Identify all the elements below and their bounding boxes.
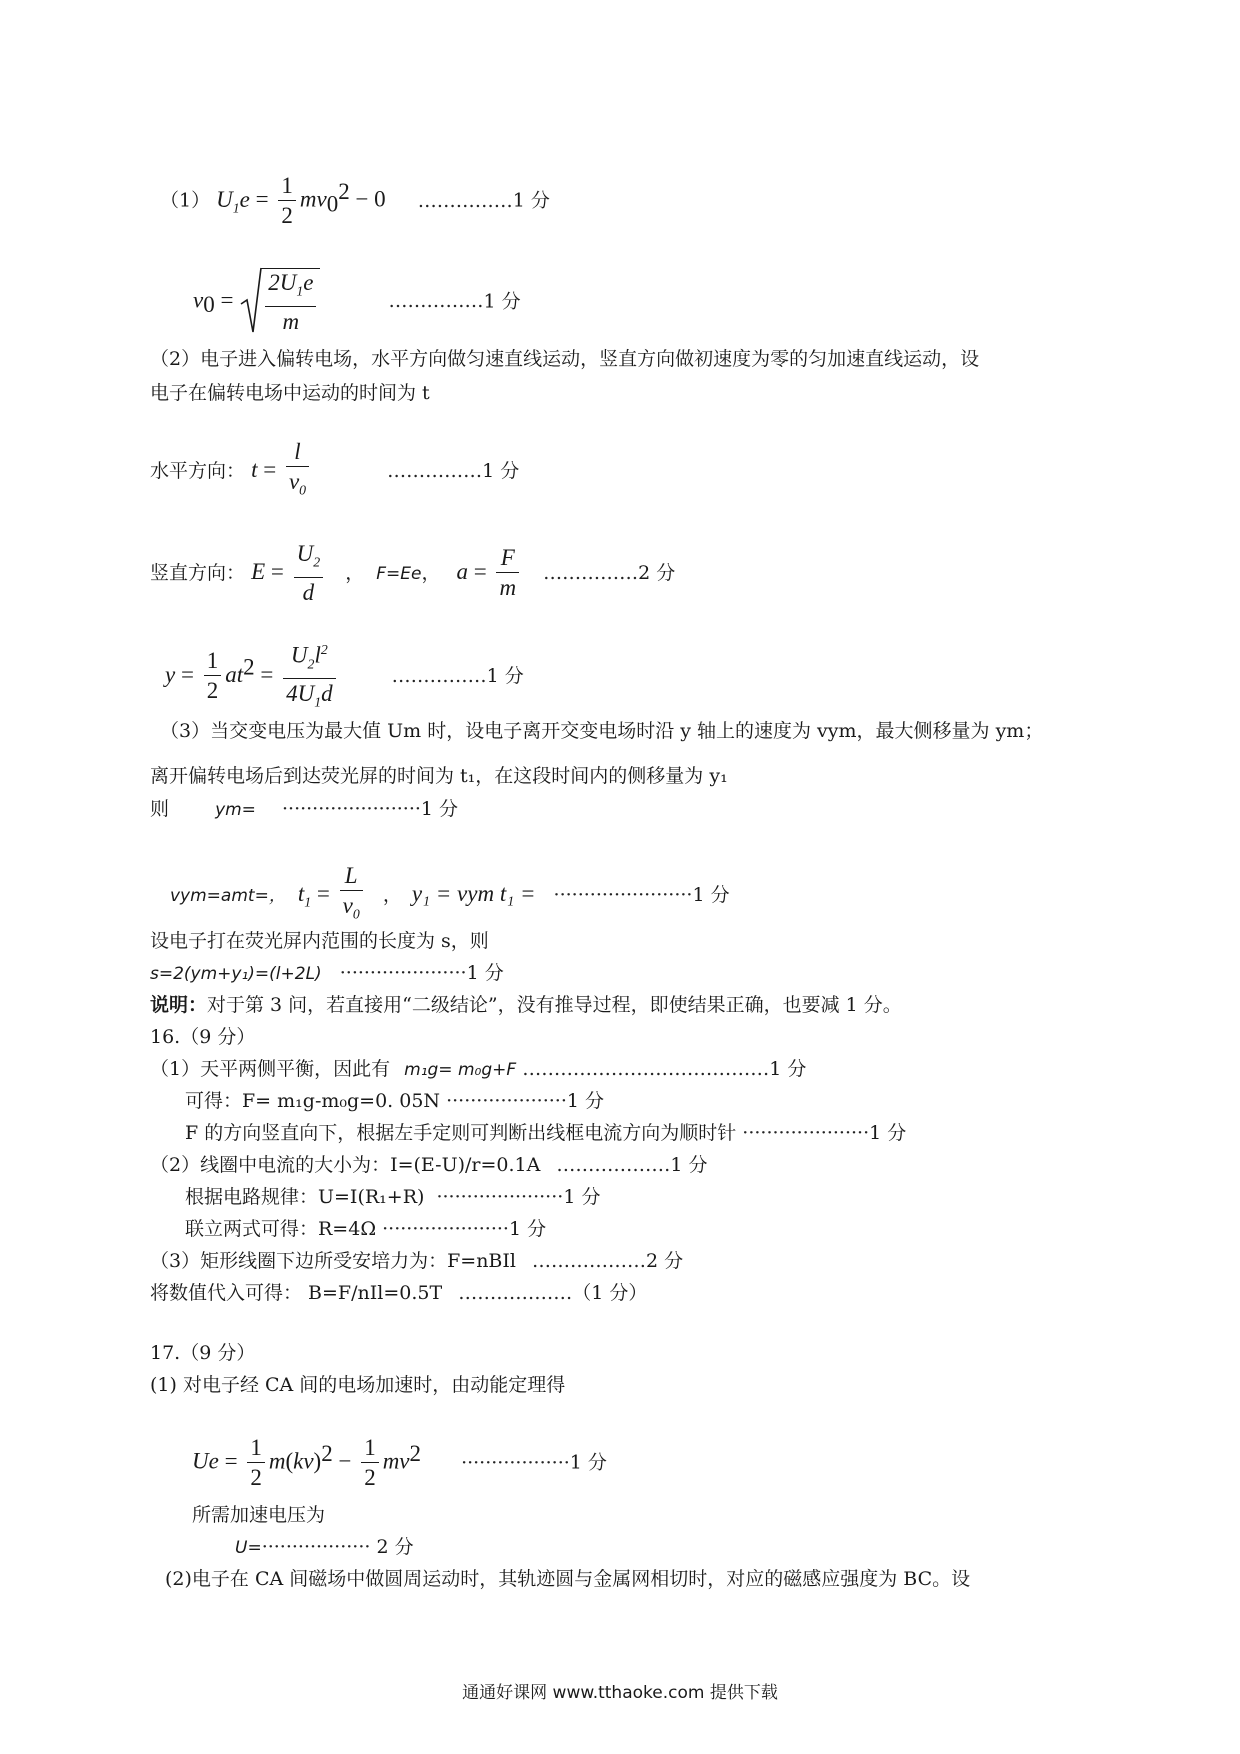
q16-b2: 根据电路规律：U=I(R₁+R) ·····················1 分	[185, 1186, 601, 1208]
q16-b3: 联立两式可得：R=4Ω ·····················1 分	[185, 1218, 547, 1240]
q17-energy-eq: Ue = $\frac{1}{2}$ m(kv)$^2$ − $\frac{1}{2}$ $mv^2 \cdot\cdot\cdot\cdot\cdot\cdot\cdot\cdot\cdot\cdot\cdot\cdot\cdot\cdot\cdot\cdot\cdot\cdot 1$ 分	[192, 1435, 607, 1490]
score: 1 分	[482, 459, 520, 482]
footer: 通通好课网 www.tthaoke.com 提供下载	[462, 1683, 778, 1703]
eq-energy: $U_1e$	[216, 186, 250, 216]
vertical-label: 竖直方向：	[150, 561, 246, 584]
part3-line1: （3）当交变电压为最大值 Um 时，设电子离开交变电场时沿 y 轴上的速度为 vym，最大侧移量为 ym；	[160, 720, 1044, 742]
part3-line5: 设电子打在荧光屏内范围的长度为 s，则	[150, 930, 489, 952]
note-line: 说明：对于第 3 问，若直接用“二级结论”，没有推导过程，即使结果正确，也要减 1 分。	[150, 994, 902, 1016]
q17-a3: U=·················· 2 分	[235, 1536, 414, 1558]
part2-intro1: （2）电子进入偏转电场，水平方向做匀速直线运动，竖直方向做初速度为零的匀加速直线运动，设	[150, 348, 980, 370]
part3-line4: vym=amt=， $t_1$ = $\frac{L}{v_0}$ ， y₁ = vym t₁ = ·······················1 分	[170, 863, 730, 922]
note-label: 说明：	[150, 994, 208, 1016]
q17-a1: (1) 对电子经 CA 间的电场加速时，由动能定理得	[150, 1374, 566, 1396]
score: 1 分	[486, 664, 524, 687]
score: 1 分	[483, 290, 521, 313]
eq-energy-line: （1） $U_1e$ = $\frac{1}{2}$ $mv_0^2 - 0$ ……………1 分	[160, 173, 550, 228]
part3-line2: 离开偏转电场后到达荧光屏的时间为 t₁，在这段时间内的侧移量为 y₁	[150, 765, 728, 787]
part3-line3: 则 ym= ·······················1 分	[150, 798, 459, 820]
q16-b1: （2）线圈中电流的大小为：I=(E-U)/r=0.1A ………………1 分	[150, 1154, 708, 1176]
q16-a3: F 的方向竖直向下，根据左手定则可判断出线框电流方向为顺时针 ·····················1 分	[185, 1122, 907, 1144]
y-eq-line: y = $\frac{1}{2}$ $at^2$ = $\frac{U_2l^2}{4U_1d}$ ……………1 分	[165, 636, 524, 718]
part2-intro2: 电子在偏转电场中运动的时间为 t	[150, 382, 430, 404]
q17-title: 17.（9 分）	[150, 1342, 256, 1364]
horizontal-eq-line: 水平方向： t = $\frac{l}{v_0}$ ……………1 分	[150, 439, 520, 498]
score: 1 分	[512, 189, 550, 212]
q17-a2: 所需加速电压为	[192, 1504, 326, 1526]
horizontal-label: 水平方向：	[150, 459, 246, 482]
q16-title: 16.（9 分）	[150, 1026, 256, 1048]
eq-v0-line: $v_0$ = $\frac{2U_1e}{m}$ ……………1 分	[193, 268, 521, 337]
q16-a2: 可得：F= m₁g-m₀g=0. 05N ····················1 分	[185, 1090, 605, 1112]
q17-b1: (2)电子在 CA 间磁场中做圆周运动时，其轨迹圆与金属网相切时，对应的磁感应强度为 BC。设	[165, 1568, 971, 1590]
q16-c1: （3）矩形线圈下边所受安培力为：F=nBIl ………………2 分	[150, 1250, 684, 1272]
sqrt-expr: $\frac{2U_1e}{m}$	[239, 268, 320, 337]
part3-line6: s=2(ym+y₁)=(l+2L) ·····················1 分	[150, 962, 504, 984]
part1-label: （1）	[160, 189, 211, 212]
q16-c2: 将数值代入可得： B=F/nIl=0.5T ………………（1 分）	[150, 1282, 648, 1304]
q16-a1: （1）天平两侧平衡，因此有 m₁g= m₀g+F …………………………………1 分	[150, 1058, 807, 1080]
score: 2 分	[638, 561, 676, 584]
vertical-eq-line: 竖直方向： E = $\frac{U_2}{d}$ ， F=Ee， a = $\frac{F}{m}$ ……………2 分	[150, 541, 676, 605]
